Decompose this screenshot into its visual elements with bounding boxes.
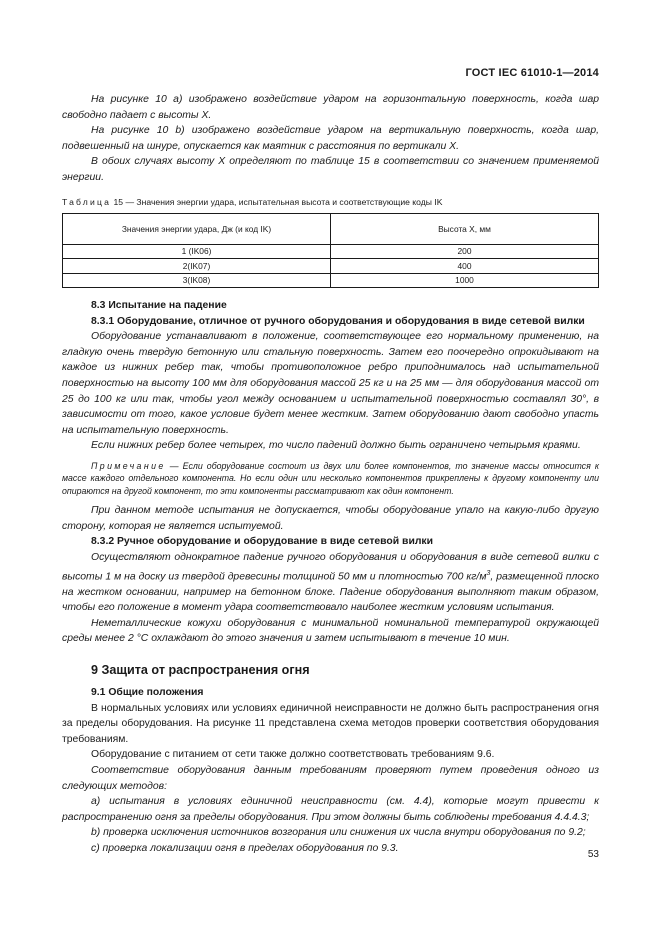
section-9-1-paragraph-3: Соответствие оборудования данным требованиям проверяют путем проведения одного из следующих методов:	[62, 765, 599, 792]
energy-cell: 2(IK07)	[63, 259, 331, 274]
section-8-3-1-paragraph-3: При данном методе испытания не допускается, чтобы оборудование упало на какую-либо другую сторону, которая не является испытуемой.	[62, 505, 599, 532]
energy-cell: 1 (IK06)	[63, 244, 331, 259]
energy-cell: 3(IK08)	[63, 273, 331, 288]
section-8-3-1-paragraph-1: Оборудование устанавливают в положение, соответствующее его нормальному применению, на гладкую очень твердую бетонную или стальную поверхность. Затем его поочередно опрокидывают на каждое из нижних ребер так, чтобы противоположное ребро приподнималось над испытательной поверхностью на высоту 100 мм для оборудования массой 25 кг и на 25 мм — для оборудования массой от 25 до 100 кг или так, чтобы угол между основанием и испытательной поверхностью составлял 30°, в зависимости от того, какое условие будет менее жестким. Затем оборудованию дают свободно упасть на испытательную поверхность.	[62, 331, 599, 436]
table-header-row	[63, 213, 599, 244]
impact-energy-table	[62, 213, 599, 289]
intro-paragraph-1: На рисунке 10 а) изображено воздействие ударом на горизонтальную поверхность, когда шар свободно падает с высоты X.	[62, 94, 599, 121]
list-item-b: b) проверка исключения источников возгорания или снижения их числа внутри оборудования по 9.2;	[91, 827, 586, 839]
height-cell: 400	[331, 259, 599, 274]
note	[62, 460, 599, 497]
page-number: 53	[587, 849, 599, 860]
section-8-3-1-paragraph-2: Если нижних ребер более четырех, то число падений должно быть ограничено четырьмя краями.	[91, 440, 581, 452]
table-caption	[62, 196, 599, 208]
intro-paragraph-2: На рисунке 10 b) изображено воздействие ударом на вертикальную поверхность, когда шар, подвешенный на шнуре, опускается как маятник с расстояния по вертикали X.	[62, 125, 599, 152]
page-content	[62, 92, 599, 857]
table-caption-word: Таблица	[62, 196, 112, 207]
table-caption-text: 15 — Значения энергии удара, испытательная высота и соответствующие коды IK	[113, 196, 443, 207]
section-8-3-2-paragraph-1: Осуществляют однократное падение ручного оборудования и оборудования в виде сетевой вилки с высоты 1 м на доску из твердой древесины толщиной 50 мм и плотностью 700 $кг/м^3$, размещенной плоско на жестком основании, например на бетонном блоке. Падение оборудования выполняют таким образом, чтобы его положение в момент удара соответствовало наиболее жестким условиям испытания.	[62, 552, 599, 614]
note-label: Примечание	[91, 461, 166, 471]
section-9-heading: 9 Защита от распространения огня	[91, 663, 310, 678]
section-8-3-2-paragraph-2: Неметаллические кожухи оборудования с минимальной номинальной температурой окружающей среды менее 2 °С охлаждают до этого значения и затем испытывают в течение 10 мин.	[62, 617, 599, 645]
column-header-height: Высота X, мм	[331, 213, 599, 244]
section-9-1-heading: 9.1 Общие положения	[91, 687, 204, 699]
section-8-3-heading: 8.3 Испытание на падение	[91, 300, 227, 312]
intro-paragraph-3: В обоих случаях высоту X определяют по таблице 15 в соответствии со значением применяемой энергии.	[62, 156, 599, 183]
section-8-3-1-heading: 8.3.1 Оборудование, отличное от ручного оборудования и оборудования в виде сетевой вилки	[91, 315, 585, 327]
list-item-a: а) испытания в условиях единичной неисправности (см. 4.4), которые могут привести к распространению огня за пределы оборудования. При этом должны быть соблюдены требования 4.4.4.3;	[62, 796, 599, 823]
section-8-3-2-heading: 8.3.2 Ручное оборудование и оборудование в виде сетевой вилки	[91, 536, 434, 548]
note-text: — Если оборудование состоит из двух или более компонентов, то значение массы относится к массе каждого отдельного компонента. Но если один или несколько компонентов прикреплены к другому компоненту или опираются на другой компонент, то эти компоненты рассматривают как один компонент.	[62, 461, 599, 496]
list-item-c: c) проверка локализации огня в пределах оборудования по 9.3.	[91, 842, 399, 854]
section-9-1-paragraph-1: В нормальных условиях или условиях единичной неисправности не должно быть распространения огня за пределы оборудования. На рисунке 11 представлена схема методов проверки соответствия оборудования требованиям.	[62, 702, 599, 745]
height-cell: 1000	[331, 273, 599, 288]
table-row	[63, 273, 599, 288]
table-row	[63, 259, 599, 274]
standard-header: ГОСТ IEC 61010-1—2014	[465, 67, 599, 79]
table-row	[63, 244, 599, 259]
column-header-energy: Значения энергии удара, Дж (и код IK)	[63, 213, 331, 244]
section-9-1-paragraph-2: Оборудование с питанием от сети также должно соответствовать требованиям 9.6.	[91, 749, 495, 761]
height-cell: 200	[331, 244, 599, 259]
